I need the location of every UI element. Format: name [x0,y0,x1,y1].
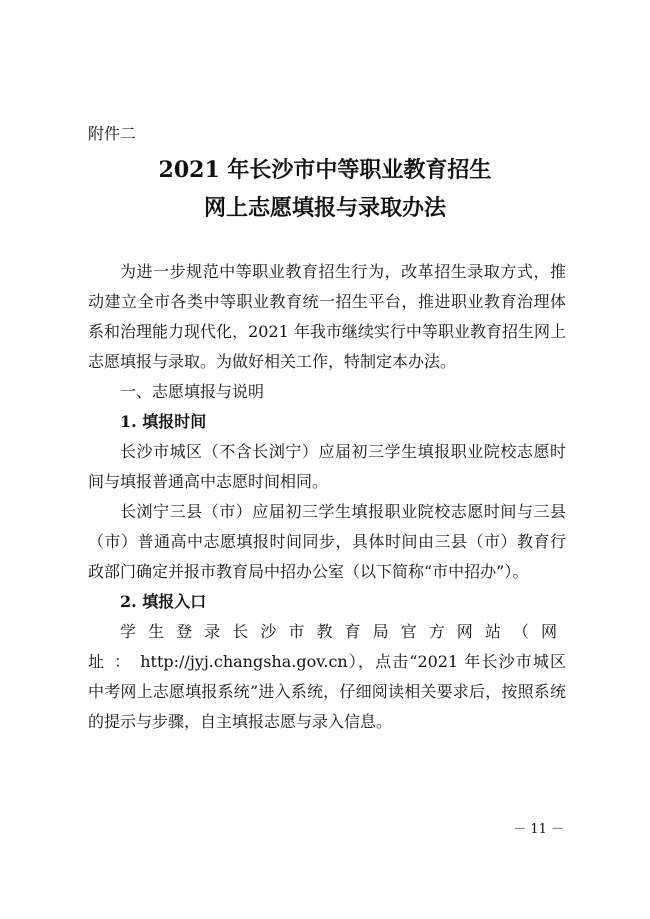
sub2-paragraph-rest: http://jyj.changsha.gov.cn），点击“2021 年长沙市城区中考网上志愿填报系统”进入系统，仔细阅读相关要求后，按照系统的提示与步骤，自主填报志愿与录入信息。 [88,652,566,731]
sub2-paragraph-spaced: 学生登录长沙市教育局官方网站（网址： [88,622,566,671]
intro-paragraph: 为进一步规范中等职业教育招生行为，改革招生录取方式，推动建立全市各类中等职业教育统一招生平台，推进职业教育治理体系和治理能力现代化，2021 年我市继续实行中等职业教育招生网上志愿填报与录取。为做好相关工作，特制定本办法。 [88,262,566,371]
page-number: － 11 － [513,822,564,837]
sub1-paragraph1: 长沙市城区（不含长浏宁）应届初三学生填报职业院校志愿时间与填报普通高中志愿时间相同。 [88,442,566,491]
sub1-paragraph2: 长浏宁三县（市）应届初三学生填报职业院校志愿时间与三县（市）普通高中志愿填报时间同步，具体时间由三县（市）教育行政部门确定并报市教育局中招办公室（以下简称“市中招办”）。 [88,502,566,581]
attachment-label: 附件二 [88,124,137,143]
section1-heading: 一、志愿填报与说明 [120,382,265,401]
document-body [88,257,566,737]
sub2-heading: 2. 填报入口 [120,592,207,611]
sub1-heading: 1. 填报时间 [120,412,207,431]
document-title-line1: 2021 年长沙市中等职业教育招生 [158,157,492,183]
document-title-line2: 网上志愿填报与录取办法 [203,195,446,221]
sub2-paragraph [88,617,566,737]
